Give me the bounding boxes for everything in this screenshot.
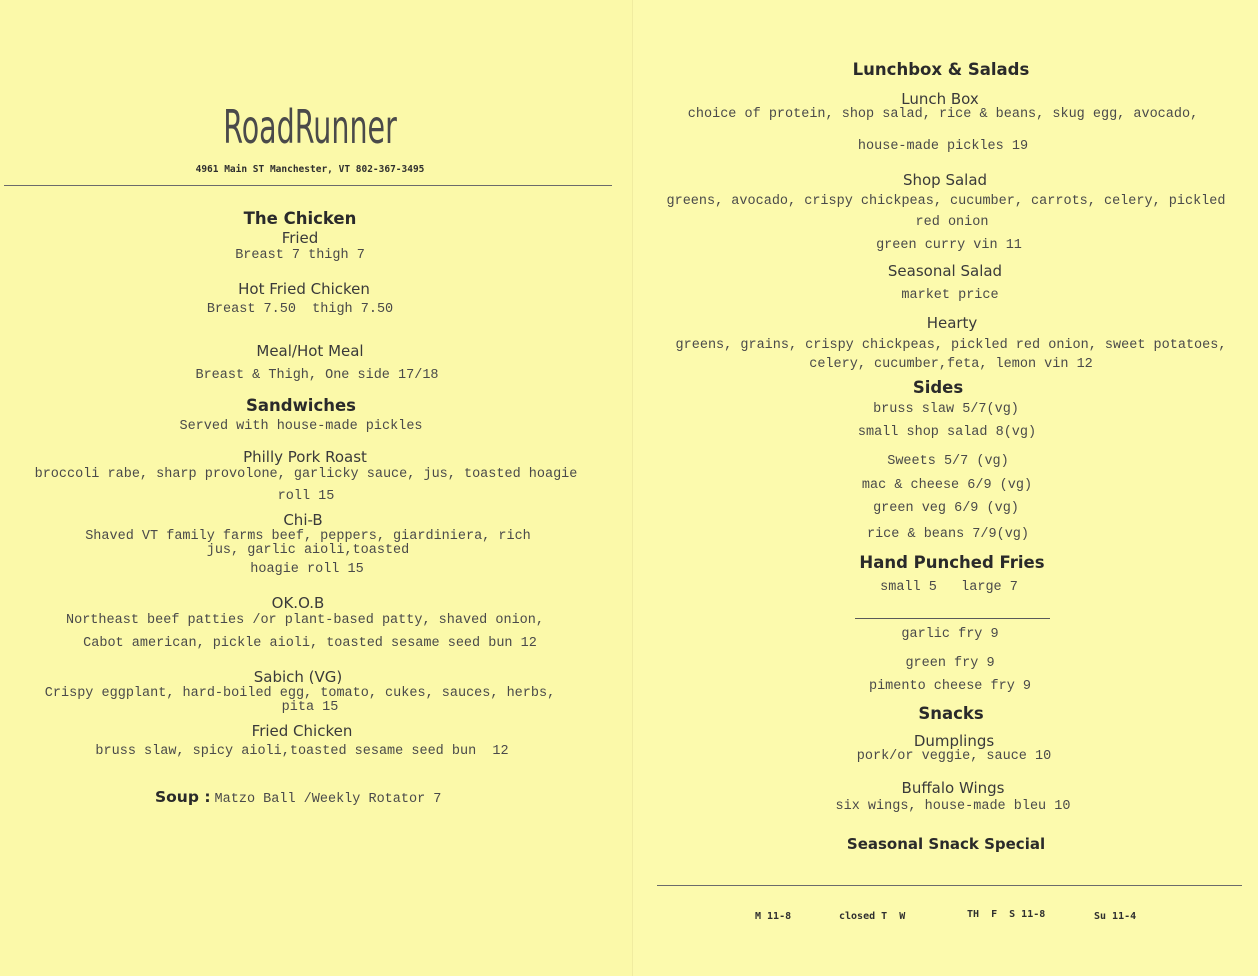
item-desc-lunch-box-2: house-made pickles 19: [857, 139, 1029, 154]
item-desc-philly-1: broccoli rabe, sharp provolone, garlicky sauce, jus, toasted hoagie: [34, 467, 578, 482]
side-item: rice & beans 7/9(vg): [866, 527, 1030, 542]
item-title-philly: Philly Pork Roast: [243, 448, 367, 466]
item-desc-chib-3: hoagie roll 15: [250, 562, 364, 577]
restaurant-logo: RoadRunner: [223, 100, 397, 154]
item-title-okob: OK.O.B: [271, 594, 325, 612]
soup-desc: Matzo Ball /Weekly Rotator 7: [214, 792, 442, 807]
fry-item: green fry 9: [905, 656, 995, 671]
hours-sunday: Su 11-4: [1094, 911, 1137, 922]
item-desc-meal: Breast & Thigh, One side 17/18: [195, 368, 439, 383]
section-heading-fries: Hand Punched Fries: [859, 553, 1045, 572]
hours-closed: closed T W: [839, 911, 906, 922]
section-heading-sides: Sides: [912, 378, 964, 397]
item-desc-sabich-1: Crispy eggplant, hard-boiled egg, tomato, cukes, sauces, herbs,: [44, 686, 556, 701]
fry-item: pimento cheese fry 9: [868, 679, 1032, 694]
seasonal-snack-special: Seasonal Snack Special: [846, 835, 1046, 853]
item-title-fried-chicken: Fried Chicken: [251, 722, 353, 740]
section-heading-lunchbox-salads: Lunchbox & Salads: [852, 60, 1030, 79]
item-desc-sabich-2: pita 15: [281, 700, 339, 715]
item-desc-fried: Breast 7 thigh 7: [235, 248, 365, 263]
side-item: bruss slaw 5/7(vg): [873, 402, 1019, 417]
item-title-meal: Meal/Hot Meal: [256, 342, 364, 360]
item-title-shop-salad: Shop Salad: [902, 171, 988, 189]
item-desc-shop-salad-1: greens, avocado, crispy chickpeas, cucumber, carrots, celery, pickled: [666, 194, 1226, 209]
item-title-dumplings: Dumplings: [913, 732, 995, 750]
item-title-hearty: Hearty: [926, 314, 978, 332]
fry-item: garlic fry 9: [901, 627, 999, 642]
item-desc-philly-2: roll 15: [277, 489, 335, 504]
item-desc-hearty-1: greens, grains, crispy chickpeas, pickled red onion, sweet potatoes,: [675, 338, 1227, 353]
item-desc-chib-2: jus, garlic aioli,toasted: [206, 543, 410, 558]
item-title-buffalo-wings: Buffalo Wings: [901, 779, 1005, 797]
item-desc-hearty-2: celery, cucumber,feta, lemon vin 12: [809, 357, 1093, 372]
side-item: mac & cheese 6/9 (vg): [861, 478, 1033, 493]
item-desc-shop-salad-3: green curry vin 11: [876, 238, 1022, 253]
item-desc-buffalo-wings: six wings, house-made bleu 10: [835, 799, 1071, 814]
item-desc-hot-fried: Breast 7.50 thigh 7.50: [206, 302, 394, 317]
side-item: Sweets 5/7 (vg): [887, 454, 1009, 469]
section-heading-sandwiches: Sandwiches: [245, 396, 357, 415]
item-desc-lunch-box-1: choice of protein, shop salad, rice & beans, skug egg, avocado,: [687, 107, 1199, 122]
hours-monday: M 11-8: [755, 911, 792, 922]
right-menu-page: [632, 0, 1258, 976]
item-desc-okob-2: Cabot american, pickle aioli, toasted sesame seed bun 12: [83, 636, 537, 651]
item-title-sabich: Sabich (VG): [253, 668, 343, 686]
item-desc-fried-chicken: bruss slaw, spicy aioli,toasted sesame seed bun 12: [95, 744, 509, 759]
section-heading-chicken: The Chicken: [243, 209, 357, 228]
item-title-seasonal-salad: Seasonal Salad: [887, 262, 1003, 280]
item-title-hot-fried: Hot Fried Chicken: [238, 280, 370, 298]
side-item: small shop salad 8(vg): [857, 425, 1037, 440]
fries-divider: [855, 618, 1050, 619]
side-item: green veg 6/9 (vg): [873, 501, 1019, 516]
footer-divider: [657, 885, 1242, 886]
item-title-lunch-box: Lunch Box: [901, 90, 979, 108]
hours-thursday-saturday: TH F S 11-8: [967, 909, 1046, 920]
soup-line: [155, 788, 441, 807]
restaurant-address: 4961 Main ST Manchester, VT 802-367-3495: [195, 164, 425, 175]
soup-label: Soup :: [155, 788, 211, 806]
item-desc-dumplings: pork/or veggie, sauce 10: [856, 749, 1052, 764]
sandwiches-subtitle: Served with house-made pickles: [179, 419, 423, 434]
item-desc-seasonal-salad: market price: [901, 288, 999, 303]
item-desc-okob-1: Northeast beef patties /or plant-based patty, shaved onion,: [66, 613, 544, 628]
item-desc-shop-salad-2: red onion: [915, 215, 989, 230]
fries-sizes: small 5 large 7: [880, 580, 1018, 595]
section-heading-snacks: Snacks: [918, 704, 984, 723]
item-desc-chib-1: Shaved VT family farms beef, peppers, giardiniera, rich: [85, 529, 531, 544]
header-divider: [4, 185, 612, 186]
item-title-fried: Fried: [281, 229, 319, 247]
item-title-chib: Chi-B: [283, 511, 323, 529]
